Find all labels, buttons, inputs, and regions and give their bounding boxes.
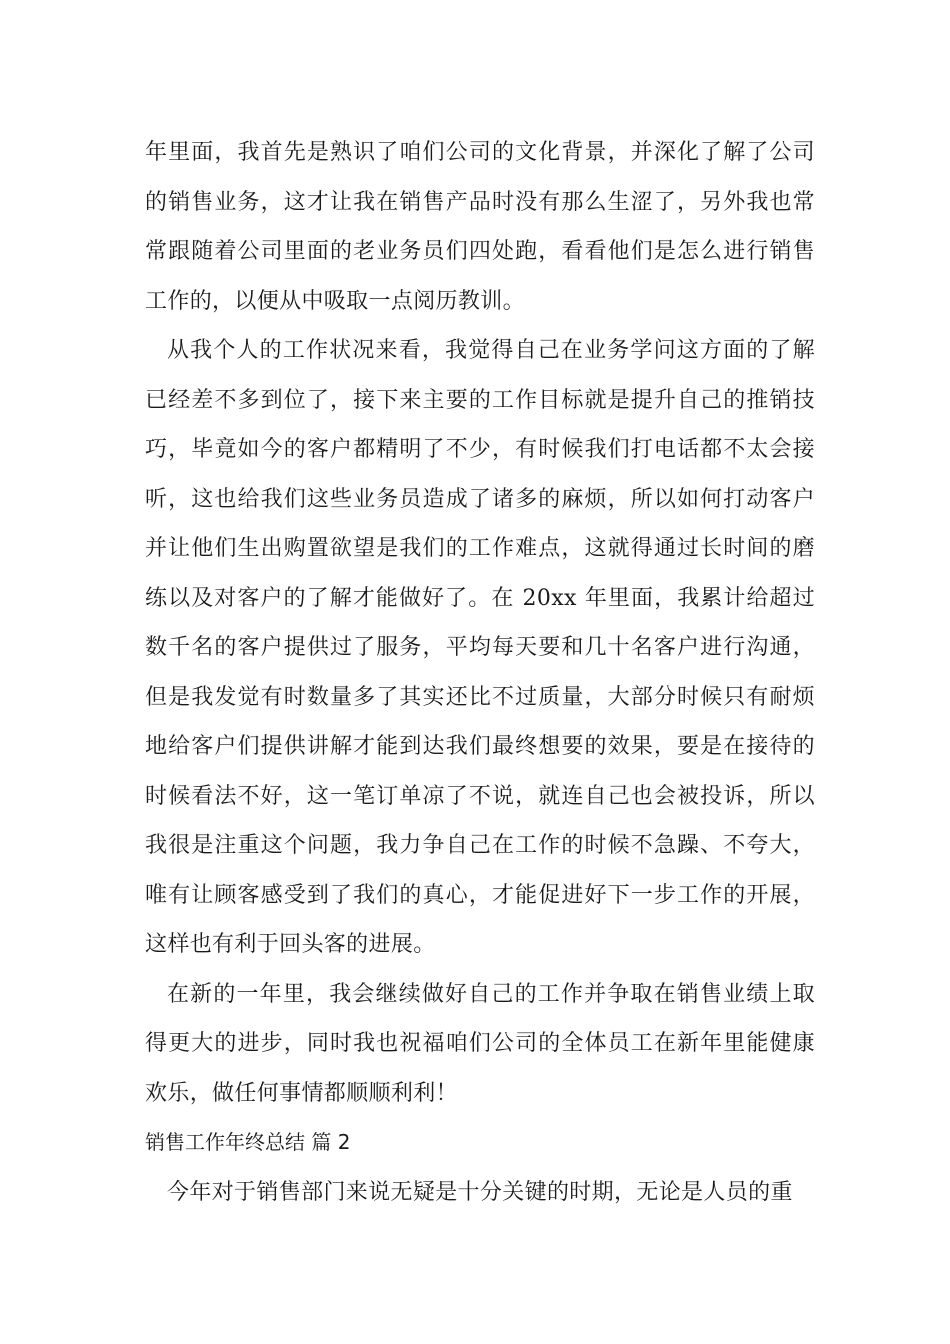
section-heading: 销售工作年终总结 篇 2 [145,1130,351,1154]
paragraph-1: 年里面，我首先是熟识了咱们公司的文化背景，并深化了解了公司的销售业务，这才让我在销售产品时没有那么生涩了，另外我也常常跟随着公司里面的老业务员们四处跑，看看他们是怎么进行销售工作的，以便从中吸取一点阅历教训。 [145,140,815,314]
paragraph-3: 在新的一年里，我会继续做好自己的工作并争取在销售业绩上取得更大的进步，同时我也祝福咱们公司的全体员工在新年里能健康欢乐，做任何事情都顺顺利利！ [145,981,815,1106]
document-body [145,128,815,1217]
paragraph-2: 从我个人的工作状况来看，我觉得自己在业务学问这方面的了解已经差不多到位了，接下来主要的工作目标就是提升自己的推销技巧，毕竟如今的客户都精明了不少，有时候我们打电话都不太会接听，这也给我们这些业务员造成了诸多的麻烦，所以如何打动客户并让他们生出购置欲望是我们的工作难点，这就得通过长时间的磨练以及对客户的了解才能做好了。在 20xx 年里面，我累计给超过数千名的客户提供过了服务，平均每天要和几十名客户进行沟通，但是我发觉有时数量多了其实还比不过质量，大部分时候只有耐烦地给客户们提供讲解才能到达我们最终想要的效果，要是在接待的时候看法不好，这一笔订单凉了不说，就连自己也会被投诉，所以我很是注重这个问题，我力争自己在工作的时候不急躁、不夸大，唯有让顾客感受到了我们的真心，才能促进好下一步工作的开展，这样也有利于回头客的进展。 [145,338,815,957]
paragraph-4: 今年对于销售部门来说无疑是十分关键的时期，无论是人员的重 [167,1179,793,1205]
